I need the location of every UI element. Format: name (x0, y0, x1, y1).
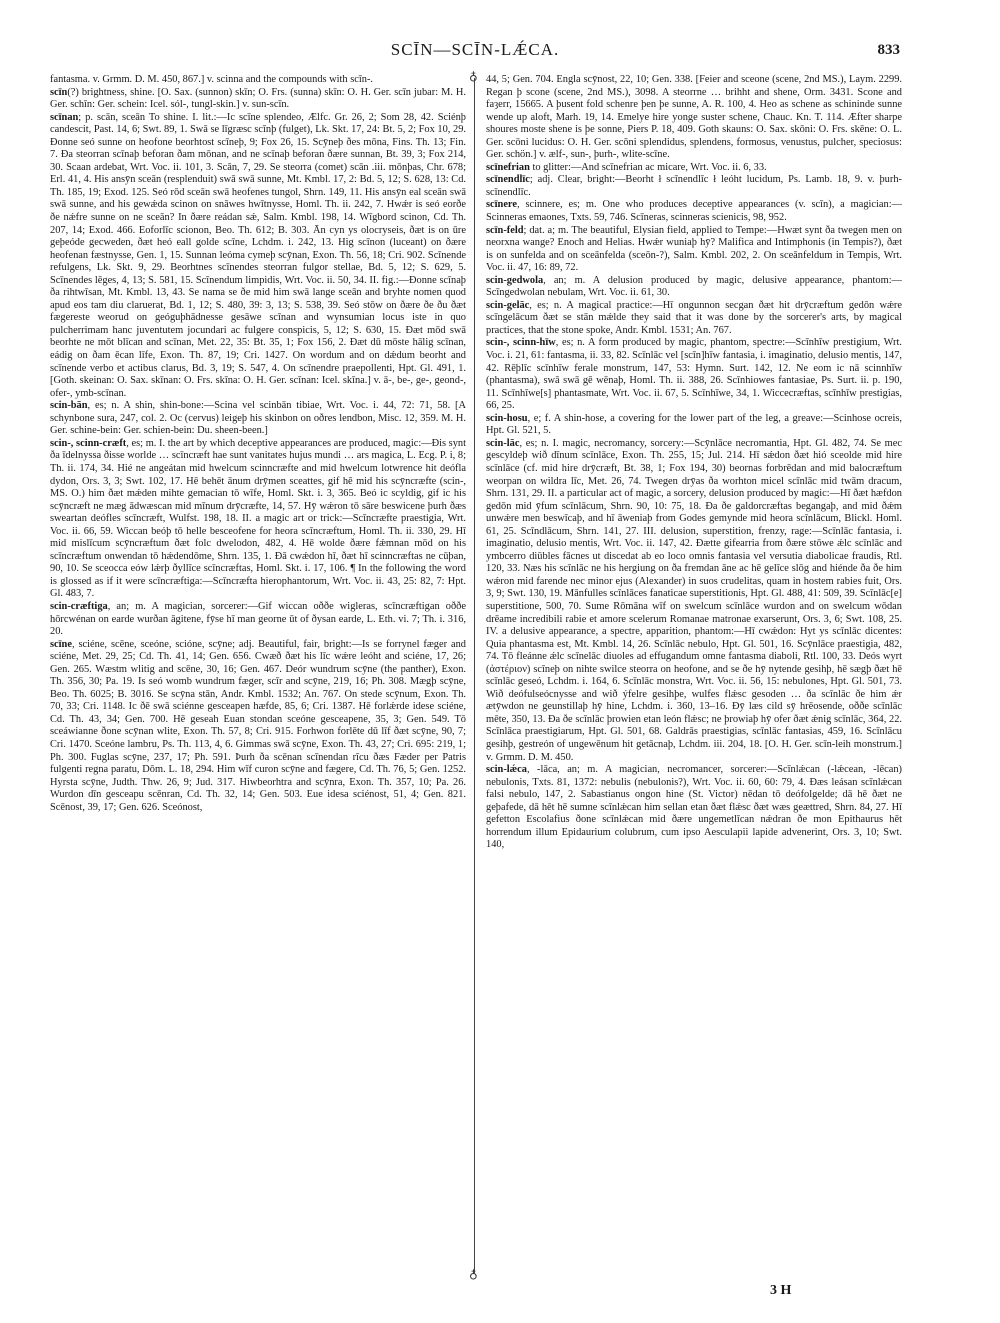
entry-text: ; adj. Clear, bright:—Beorht ł scīnendlīc ł leóht lucidum, Ps. Lamb. 18, 9. v. þurh-scīnendlīc. (486, 174, 902, 198)
entry-text: , e; f. A shin-hose, a covering for the lower part of the leg, a greave:—Scinhose ocreis, Hpt. Gl. 521, 5. (486, 412, 902, 437)
dictionary-entry (486, 225, 902, 275)
entry-text: , es; n. A shin, shin-bone:—Scina vel scinbān tibiae, Wrt. Voc. i. 44, 72: 71, 58. [A schynbone sura, 247, col. 2. Oc (cervus) leigeþ his skinbon on oðres lendbon, Misc. 12, 359. M. H. Ger. schine-bein: Ger. schien-bein: Du. sheen-been.] (50, 400, 466, 437)
entry-text: fantasma. v. Grmm. D. M. 450, 867.] v. scinna and the compounds with scīn-. (50, 74, 374, 85)
dictionary-entry (50, 639, 466, 815)
dictionary-entry (486, 199, 902, 224)
dictionary-entry (486, 413, 902, 438)
entry-headword: scin-lǽca (486, 764, 527, 776)
dictionary-entry (486, 300, 902, 338)
dictionary-entry (50, 87, 466, 112)
entry-text: to glitter:—And scīnefrian ac micare, Wrt. Voc. ii. 6, 33. (529, 161, 767, 173)
entry-text: , es; n. I. magic, necromancy, sorcery:—Scȳnlāce necromantia, Hpt. Gl. 482, 74. Se mec gescyldeþ wið dīnum scīnlāce, Exon. Th. 255, 15; Jul. 214. Hī sǽdon ðæt hió sceolde mid hire scīnlāce (cf. mid hire drȳcræft, Bt. 38, 1; Fox 194, 30) beornas forbrēdan and mid balocræftum weorpan on wildra līc, Met. 26, 74. Twegen drȳas ða worhton micel scīnlāc mid twām dracum, Shrn. 131, 29. II. a particular act of magic, a sorcery, delusion produced by magic:—Hī ðæt hæfdon gedōn mid ȳfum scīnlācum, Shrn. 90, 10: 75, 18. Ða ðe galdorcræftas begangaþ, and mid ðǽm unwǽre men beswīcaþ, and hī āweniaþ from Godes gemynde mid heora scīnlācum, Blickl. Homl. 61, 25. Scīndlācum, Shrn. 141, 27. III. delusion, superstition, frenzy, rage:—Scīnlāc fantasia, i. imaginatio, delusio mentis, Wrt. Voc. ii. 147, 42. Ðætte gifearria from ðære stōwe ǽlc scīnlāc and ymbcerro diūbles fācnes ut discedat ab eo loco omnis fantasia vel versutia diabolicae fraudis, Rtl. 120, 33. Næs his scīnlāc ne his hergiung on ða fremdan āne ac hē gelīce slōg and hiénde ða ðe him wǽron mid farende nec minor ejus (Alexander) in suos crudelitas, quam in hostem rabies fuit, Ors. 3, 9; Swt. 130, 19. Mānfulles scīnlāces fanaticae superstitionis, Hpt. Gl. 488, 41: 509, 39. Scīnlāc[e] superstitione, 500, 70. Sume Rōmāna wīf on swelcum scīnlāce wurdon and on swelcum wōdan drēame incredibili rabie et amore scelerum Romanae matronae exarserunt, Ors. 3, 6; Swt. 108, 25. IV. a delusive appearance, a spectre, apparition, phantom:—Hī cwǽdon: Hyt ys scīnlāc dicentes: Quia phantasma est, Mt. Kmbl. 14, 26. Scīnlāc nebulo, Hpt. Gl. 501, 16. Scȳnlāce praestigia, 482, 74. Tō fleánne ǽlc scīnelāc diuoles ad effugandum omne fantasma diaboli, Rtl. 100, 33. Deós wyrt (ἀστέριον) scīneþ on nihte swilce steorra on heofone, and se ðe hȳ nytende gesihþ, hē sægþ ðæt hē scīnlāc geseó, Lchdm. i. 164, 6. Scīnlāc monstra, Wrt. Voc. ii. 56, 15: nebulones, Hpt. Gl. 501, 73. Wið deófulseócnysse and wið ýfelre gesihþe, wulfes flǽsc gesoden … ða scīnlāc ðe him ǽr ætȳwdon ne geunstillaþ hȳ hine, Lchdm. i. 360, 13–16. Ðȳ læs cild sȳ hrēosende, oððe scīnlāc mēte, 350, 13. Ða ðe scīnlāc þrowien etan león flǽsc; ne þrowiaþ hȳ ofer ðæt ǽnig scīnlāc, 364, 22. Scīnlāca praestigiarum, Hpt. Gl. 501, 68. Galdrās praestigias, scīnlāc fantasias, 459, 16. Scīnlācu gesihþ, gestreón of ungewēnum hit getācnaþ, Lchdm. iii. 204, 18. [O. H. Ger. scīn-leih monstrum.] v. Grmm. D. M. 450. (486, 437, 902, 763)
column-ornament-bottom: ♁ (469, 1267, 478, 1281)
entry-text: , an; m. A delusion produced by magic, delusive appearance, phantom:—Scīngedwolan nebulam, Wrt. Voc. ii. 61, 30. (486, 274, 902, 299)
signature-mark: 3 H (770, 1283, 792, 1298)
entry-headword: scin-cræftiga (50, 600, 108, 612)
dictionary-entry (50, 438, 466, 601)
entry-text: , es; n. A magical practice:—Hī ongunnon secgan ðæt hit drȳcræftum gedōn wǽre scīngelācum ðæt se stān mǽlde they said that it was done by the sorcerer's arts, by magical practices, that the stone spoke, Andr. Kmbl. 1531; An. 767. (486, 299, 902, 336)
entry-text: , es; m. I. the art by which deceptive appearances are produced, magic:—Ðis synt ða īdelnyssa ðisse worlde … scīncræft hae sunt vanitates hujus mundi … ars magica, L. Ecg. P. i, 8; Th. ii. 174, 34. Hié ne angeátan mid hwelcum scinncræfte and mid hwelcum lotwrence hit deófla dydon, Ors. 3, 3; Swt. 102, 17. Hē behēt ānum drȳmen sceattes, gif hē mid his scȳncræfte (scin-, MS. O.) him ðæt mǽden mihte gemacian tō wīfe, Homl. Skt. i. 3, 365. Beó ic scyldig, gif ic his scȳncræft ne mæg ādwæscan mid mīnum drȳcræfte, 14, 57. Hȳ wǽron tō sāre beswicene þurh ðæs sweartan deófles scīncræft, Wulfst. 198, 18. II. a magic art or trick:—Scīncræfte praestigia, Wrt. Voc. ii. 66, 59. Wiccan beóþ tō helle besceofene for heora scīncræftum, Homl. Th. ii. 330, 29. Hī mid mislīcum scȳncræftum ðæt folc dwelodon, 482, 4. Hē wolde ðære fǽmnan mōd on his scīncræftum onwendan tō hǽdendōme, Shrn. 135, 1. Ðā cwǽdon hī, ðæt hī scinncræftas ne cūþan, 90, 10. Se sceocca eów lǽrþ ðyllīce scīncræftas, Homl. Skt. i. 17, 106. ¶ In the following the word is glossed as if it were scīncræftiga:—Scīncræfta hierophantorum, Wrt. Voc. ii. 43, 25: 82, 7: Hpt. Gl. 483, 7. (50, 437, 466, 600)
entry-headword: scin-bān (50, 400, 88, 412)
dictionary-entry (50, 74, 466, 87)
dictionary-entry (486, 174, 902, 199)
entry-text: ; dat. a; m. The beautiful, Elysian field, applied to Tempe:—Hwæt synt ða twegen men on neorxna wange? Enoch and Helias. Hwǽr wuniaþ hȳ? Malifica and Intimphonis (in Tempis?), ðæt is on sunfelda and on sceānfelda (sceōn-?), Salm. Kmbl. 202, 2. On sceānfeldum in Tempis, Wrt. Voc. ii. 47, 16: 89, 72. (486, 224, 902, 274)
entry-headword: scīnefrian (486, 161, 530, 173)
running-title: SCĪN—SCĪN-LǼCA. (390, 40, 560, 59)
entry-headword: scīn (50, 86, 68, 98)
entry-text: , sciéne, scēne, sceóne, scióne, scȳne; adj. Beautiful, fair, bright:—Is se forrynel fæger and sciéne, Met. 29, 25; Cd. Th. 41, 14; Gen. 656. Cwæð ðæt his līc wǽre leóht and sciéne, 17, 26; Gen. 265. Wæstm wlitig and scēne, 30, 16; Gen. 467. Deór wundrum scȳne (the panther), Exon. Th. 356, 30; Pa. 19. Is seó womb wundrum fæger, scīr and scȳne, 219, 16; Ph. 308. Mægþ scȳne, Beo. Th. 6025; B. 3016. Se scȳna stān, Andr. Kmbl. 1532; An. 767. On stede scȳnum, Exon. Th. 70, 33; Cri. 1148. Ic ðē swā sciénne gesceapen hæfde, 85, 6; Cri. 1387. Hē forlǽrde idese sciéne, Cd. Th. 43, 34; Gen. 700. Hē geseah Euan stondan sceóne gesceapene, 35, 3; Gen. 549. Tō sceáwianne ðone scȳnan wlite, Exon. Th. 57, 8; Cri. 915. Forhwon forlēte dū līf ðæt scȳne, 90, 7; Cri. 1470. Sceóne lambru, Ps. Th. 113, 4, 6. Gimmas swā scȳne, Exon. Th. 43, 27; Cri. 695: 219, 1; Ph. 300. Fuglas scȳne, 237, 17; Ph. 591. Þurh ða scēnan scīnendan rīcu ðæs Fæder per Patris fulgenti regna paratu, Dōm. L. 18, 294. Him wīf curon scȳne and fægere, Cd. Th. 76, 5; Gen. 1252. Hyrsta scȳne, Judth. Thw. 26, 9; Jud. 317. Hiwbeorhtra and scȳnra, Exon. Th. 357, 10; Pa. 26. Wurdon dīn gesceapu scēnran, Cd. Th. 32, 14; Gen. 503. Eue idesa sciénost, 51, 4; Gen. 821. Scēnost, 39, 17; Gen. 626. Sceónost, (50, 638, 466, 813)
entry-text: , an; m. A magician, sorcerer:—Gif wiccan oððe wigleras, scīncræftigan oððe hōrcwénan on earde wurðan āgitene, fȳse hī man geornе ūt of ðysan earde, L. Eth. vi. 7; Th. i. 316, 20. (50, 600, 466, 638)
dictionary-entry (50, 400, 466, 438)
right-column (486, 74, 902, 1279)
dictionary-entry (486, 438, 902, 764)
entry-headword: scīne (50, 638, 72, 650)
entry-text: 44, 5; Gen. 704. Engla scȳnost, 22, 10; Gen. 338. [Feier and sceone (scene, 2nd MS.), Laym. 2299. Regan þ scone (scene, 2nd MS.), 3098. A steorrne … brihht and shene, Orm. 3431. Scone and faȝerr, 15665. A þusent fold schenre þen þe sunne, A. R. 100, 4. Heo as schene as schininde sunne wende up aloft, Marh. 19, 14. Emelye hire yonge suster schene, Chauc. Kn. T. 114. Æfter sharpe shoures moste shene is þe sonne, Piers P. 18, 409. Goth skauns: O. Sax. skōni: O. Frs. skēne: O. L. Ger. scōni lucidus: O. H. Ger. scōni splendidus, splendens, formosus, venustus, pulcher, speciosus: Ger. schön.] v. ælf-, sun-, þurh-, wlite-scīne. (486, 74, 902, 161)
entry-headword: scin-hosu (486, 412, 528, 424)
entry-headword: scin-, scinn-hīw (486, 337, 556, 349)
left-column (50, 74, 466, 1279)
page-number: 833 (877, 42, 900, 58)
dictionary-entry (486, 162, 902, 175)
dictionary-entry (50, 112, 466, 401)
dictionary-entry (486, 275, 902, 300)
page-header (50, 40, 900, 70)
entry-headword: scīnan (50, 111, 79, 123)
dictionary-entry (486, 337, 902, 412)
column-divider (474, 78, 475, 1273)
entry-headword: scīn-feld (486, 224, 524, 236)
entry-text: , -lāca, an; m. A magician, necromancer, sorcerer:—Scīnlǽcan (-lǽcean, -lēcan) nebulonis, Txts. 81, 1372: nebulis (nebulonis?), Wrt. Voc. ii. 60, 60: 79, 4. Ðæs leásan scīnlǽcan falsi nebulo, 147, 2. Sabastianus ongon hine (St. Victor) nēdan tō deófolgelde; dā hē ðæt ne geþafede, dā hēt hē sumne scīnlǽcan him sellan etan ðæt flǽsc ðæt wæs geættred, Shrn. 84, 27. Hī gefetton Escolafius ðone scīnlǽcan mid ðære ungemetlīcan nǽdran ðe mon Epithaurus hēt horrendum illum Epidaurium colubrum, cum ipso Aesculapii lapide advenerint, Ors. 3, 10; Swt. 140, (486, 764, 902, 851)
entry-headword: scin-gelāc (486, 299, 530, 311)
dictionary-entry (50, 601, 466, 639)
column-ornament-top: ♁ (469, 69, 478, 83)
dictionary-entry (486, 764, 902, 852)
entry-text: ; p. scān, sceān To shine. I. lit.:—Ic scīne splendeo, Ælfc. Gr. 26, 2; Som 28, 42. Sciénþ candescit, Past. 14, 6; Swt. 89, 1. Swā se līgræsc scīnþ (fulget), Lk. Skt. 17, 24: Bt. 5, 2; Fox 10, 29. Ðonne seó sunne on heofone beorhtost scīneþ, 9; Fox 26, 15. Scȳneþ ðes mōna, Fins. Th. 13; Fin. 7. Ða steorran scīnaþ beforan ðam mōnan, and ne scīnaþ beforan ðære sunnan, Bt. 39, 3; Fox 214, 30. Scaan ardebat, Wrt. Voc. ii. 101, 3. Scān, 7, 29. Se steorra (comet) scān .iii. mōnþas, Chr. 678; Erl. 41, 4. His ansȳn sceān (resplenduit) swā swā sunne, Mt. Kmbl. 17, 2: Bd. 5, 12; S. 628, 13: Cd. Th. 185, 19; Exod. 125. Seó rōd sceān swā heofenes tungol, Shrn. 149, 11. His ansȳn eal sceān swā swā sunne, and his gewǽda scinon on snāwes hwītnysse, Homl. Th. ii. 242, 7. Hwǽr is seó eorðe ðe nǽfre sunne on ne sceān? In ðære reádan sǽ, Salm. Kmbl. 198, 14. Wīgbord scinon, Cd. Th. 207, 14; Exod. 466. Eoforlīc scionon, Beo. Th. 612; B. 303. Ān cyn ys olocryseis, ðæt is on ūre geþeóde gecweden, ðæt heó eall golde scīne, Lchdm. i. 242, 13. Hig scīnon (luceant) on ðære heofenan fæstnysse, Gen. 1, 15. Sunnan leóma cymeþ scȳnan, Exon. Th. 56, 18; Cri. 902. Scīnende refulgens, Lk. Skt. 9, 29. Beorhtnes scīnendes steorran fulgor stellae, Bd. 5, 12; S. 629, 5. Scīnendes lēges, 4, 13; S. 581, 15. Scīnendum limpidis, Wrt. Voc. ii. 50, 34. II. fig.:—Ðonne scīnaþ ða rihtwīsan, Mt. Kmbl. 13, 43. Se nama se ðe mid him swā lange sceān and bryhte nomen quod apud eos tam diu claruerat, Bd. 1, 12; S. 480, 39: 3, 13; S. 538, 39. Seó stōw on ðære ðe ðu ðæt fægereste weorud on geóguþhādnesse gesāwe scīnan and wynsumian locus iste in quo pulcherrimam hanc juventutem jocundari ac fulgere conspicis, 5, 12; S. 630, 15. Ðæt mōd swā beorhte ne mōt blīcan and scīnan, Met. 22, 35: Bt. 35, 1; Fox 156, 2. Ðæt dū mōste hālig scīnan, eádig on ðam ēcan līfe, Exon. Th. 87, 19; Cri. 1427. On wordum and on dǽdum beorht and scīnende verbo et actibus clarus, Bd. 3, 19; S. 547, 4. On scīnendre praepollenti, Hpt. Gl. 491, 1. [Goth. skeinan: O. Sax. skīnan: O. Frs. skīna: O. H. Ger. scīnan: Icel. skīna.] v. ā-, be-, ge-, geond-, ofer-, ymb-scīnan. (50, 111, 466, 399)
entry-text: , scinnere, es; m. One who produces deceptive appearances (v. scīn), a magician:—Scinneras emaones, Txts. 59, 746. Scīneras, scinneras scienicis, 98, 952. (486, 199, 902, 224)
entry-headword: scin-, scinn-cræft (50, 437, 127, 449)
entry-headword: scin-gedwola (486, 274, 544, 286)
entry-text: , es; n. A form produced by magic, phantom, spectre:—Scīnhīw prestigium, Wrt. Voc. i. 21, 61: fantasma, ii. 33, 82. Scīnlāc vel [scīn]hīw fantasia, i. imaginatio, delusio mentis, 147, 42. Rēþlīc scīnhīw ferale monstrum, 147, 53: Hymn. Surt. 142, 12. Ne eom ic nā scinnhīw (phantasma), swā swā gē wēnaþ, Homl. Th. ii. 388, 26. Scīnhiowes fantasiae, Ps. Surt. ii. p. 190, 11. Scīnhīwe[s] phantasmate, Wrt. Voc. ii. 67, 5. Scīnhīwe, 34, 1. Wiccecræftas, scīnhīw prestigias, 66, 25. (486, 337, 902, 412)
entry-headword: scin-lāc (486, 437, 520, 449)
entry-headword: scīnere (486, 199, 517, 211)
entry-headword: scīnendlīc (486, 174, 530, 186)
dictionary-entry (486, 74, 902, 162)
entry-text: (?) brightness, shine. [O. Sax. (sunnon) skīn; O. Frs. (sunna) skīn: O. H. Ger. scīn jubar: M. H. Ger. schīn: Ger. schein: Icel. sól-, tungl-skin.] v. sun-scīn. (50, 86, 466, 111)
